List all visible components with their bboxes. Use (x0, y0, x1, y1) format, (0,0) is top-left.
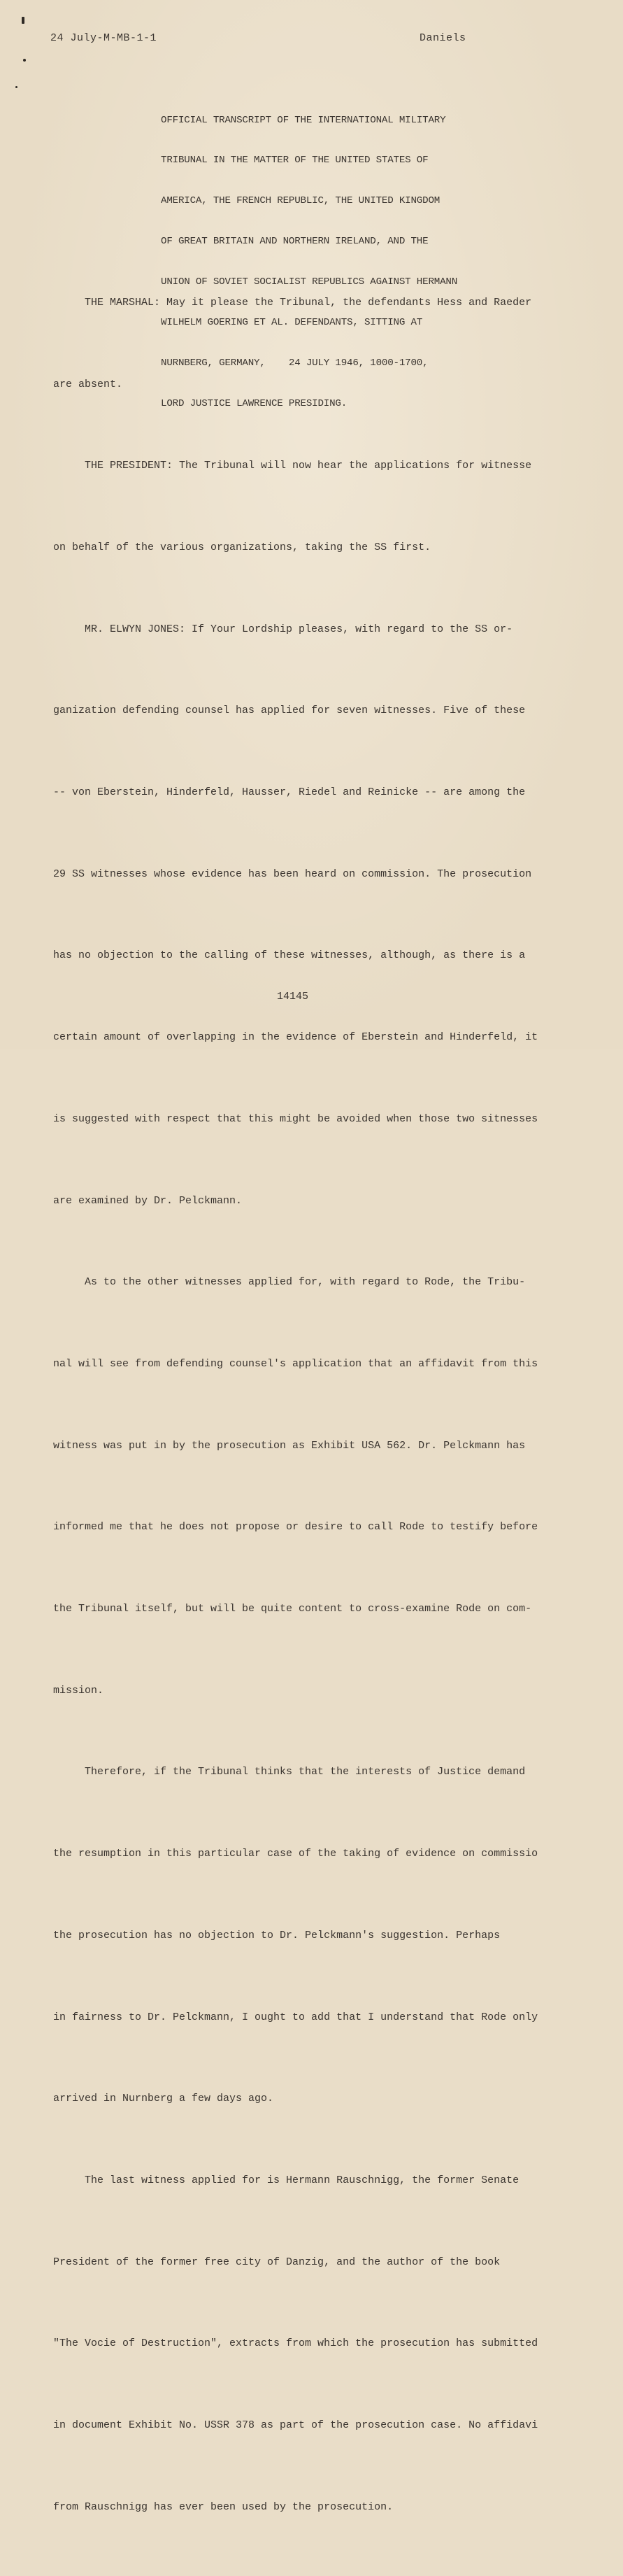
caption-line: OFFICIAL TRANSCRIPT OF THE INTERNATIONAL MILITARY (161, 114, 446, 126)
margin-mark (15, 86, 17, 88)
body-line: is suggested with respect that this might be avoided when those two sitnesses (53, 1112, 538, 1125)
caption-line: NURNBERG, GERMANY, 24 JULY 1946, 1000-1700, (161, 357, 429, 369)
caption-line: OF GREAT BRITAIN AND NORTHERN IRELAND, AND THE (161, 236, 429, 248)
body-line: THE MARSHAL: May it please the Tribunal, the defendants Hess and Raeder (53, 296, 532, 309)
body-line: 29 SS witnesses whose evidence has been heard on commission. The prosecution (53, 868, 532, 880)
caption-line: LORD JUSTICE LAWRENCE PRESIDING. (161, 397, 348, 409)
caption-line: TRIBUNAL IN THE MATTER OF THE UNITED STATES OF (161, 155, 429, 167)
body-line: in document Exhibit No. USSR 378 as part of the prosecution case. No affidavi (53, 2419, 538, 2432)
body-line: the resumption in this particular case of the taking of evidence on commissio (53, 1848, 538, 1860)
caption-line: AMERICA, THE FRENCH REPUBLIC, THE UNITED KINGDOM (161, 195, 441, 207)
body-line: the Tribunal itself, but will be quite content to cross-examine Rode on com- (53, 1603, 532, 1615)
body-line: "The Vocie of Destruction", extracts from which the prosecution has submitted (53, 2337, 538, 2350)
body-line: are examined by Dr. Pelckmann. (53, 1194, 243, 1207)
transcript-reference: 24 July-M-MB-1-1 (50, 32, 157, 44)
body-line: Therefore, if the Tribunal thinks that the interests of Justice demand (53, 1766, 526, 1778)
caption-line: WILHELM GOERING ET AL. DEFENDANTS, SITTING AT (161, 317, 423, 329)
body-line: are absent. (53, 378, 123, 390)
margin-mark (22, 17, 24, 24)
body-line: witness was put in by the prosecution as Exhibit USA 562. Dr. Pelckmann has (53, 1439, 526, 1452)
body-line: nal will see from defending counsel's application that an affidavit from this (53, 1357, 538, 1370)
body-line: MR. ELWYN JONES: If Your Lordship pleases, with regard to the SS or- (53, 623, 513, 635)
body-line: the prosecution has no objection to Dr. Pelckmann's suggestion. Perhaps (53, 1929, 501, 1941)
transcript-body (53, 235, 585, 2576)
body-line: arrived in Nurnberg a few days ago. (53, 2093, 274, 2105)
body-line: The last witness applied for is Hermann Rauschnigg, the former Senate (53, 2174, 520, 2186)
caption-line: UNION OF SOVIET SOCIALIST REPUBLICS AGAINST HERMANN (161, 276, 458, 288)
body-line: ganization defending counsel has applied for seven witnesses. Five of these (53, 705, 526, 717)
body-line: -- von Eberstein, Hinderfeld, Hausser, Riedel and Reinicke -- are among the (53, 786, 526, 799)
body-line: has no objection to the calling of these witnesses, although, as there is a (53, 949, 526, 962)
body-line: As to the other witnesses applied for, with regard to Rode, the Tribu- (53, 1276, 526, 1289)
body-line: from Rauschnigg has ever been used by the prosecution. (53, 2500, 394, 2513)
body-line: on behalf of the various organizations, taking the SS first. (53, 541, 431, 553)
body-line: informed me that he does not propose or desire to call Rode to testify before (53, 1521, 538, 1534)
body-line: in fairness to Dr. Pelckmann, I ought to add that I understand that Rode only (53, 2011, 538, 2023)
reporter-name: Daniels (420, 32, 466, 44)
body-line: certain amount of overlapping in the evidence of Eberstein and Hinderfeld, it (53, 1031, 538, 1044)
page-number: 14145 (277, 991, 309, 1003)
body-line: mission. (53, 1684, 104, 1697)
body-line: President of the former free city of Danzig, and the author of the book (53, 2256, 501, 2268)
margin-mark (23, 59, 26, 62)
body-line: THE PRESIDENT: The Tribunal will now hear the applications for witnesse (53, 460, 532, 472)
